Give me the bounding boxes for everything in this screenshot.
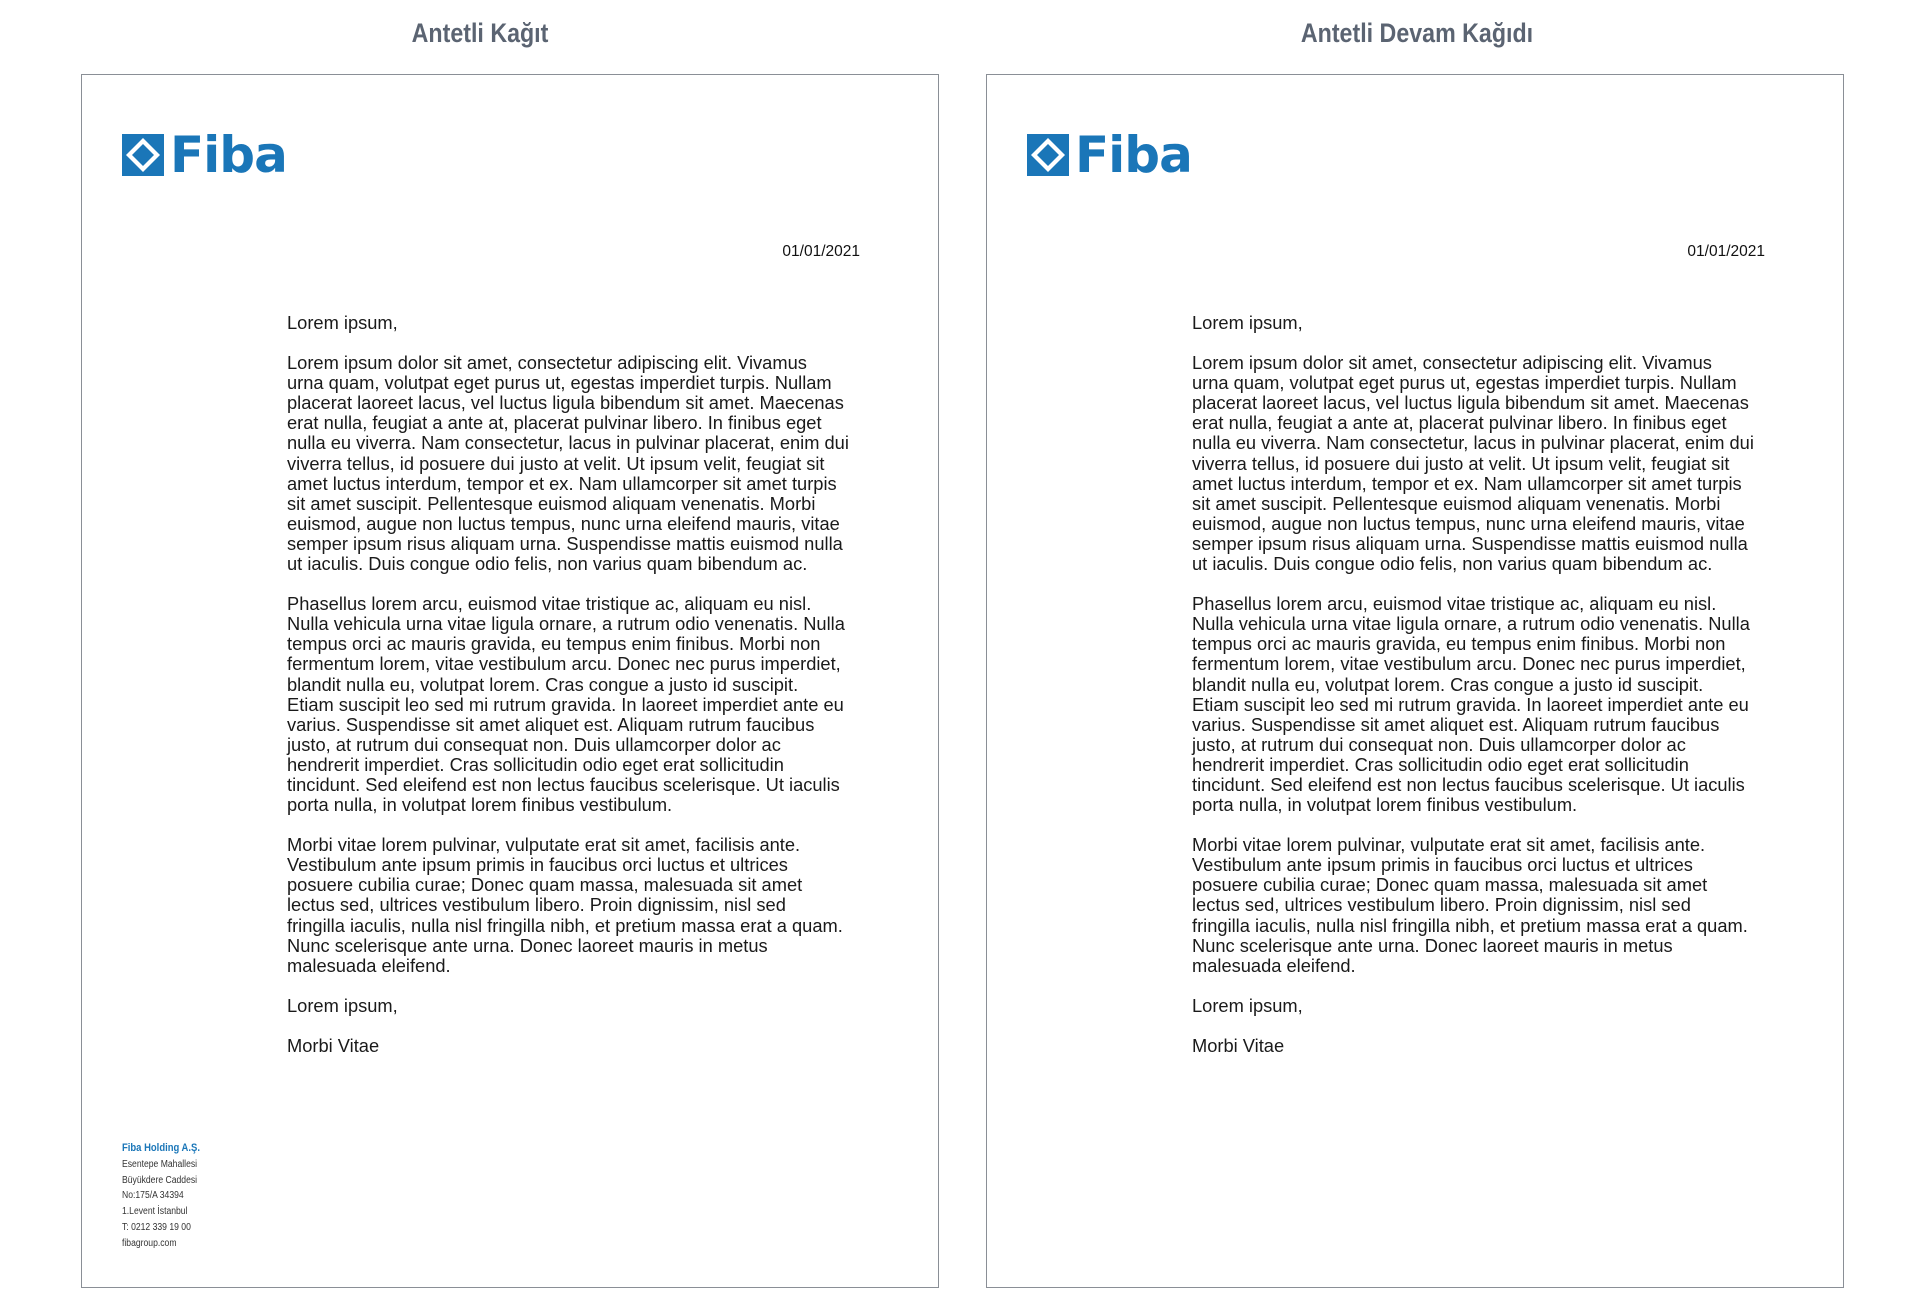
panel-title-continuation: Antetli Devam Kağıdı (1300, 18, 1534, 48)
footer-address-line: Büyükdere Caddesi (122, 1174, 198, 1186)
letter-date: 01/01/2021 (782, 243, 860, 260)
letter-paragraph: Morbi vitae lorem pulvinar, vulputate erat sit amet, facilisis ante. Vestibulum ante ipsum primis in faucibus orci luctus et ultrices posuere cubilia curae; Donec quam massa, malesuada sit amet lectus sed, ultrices vestibulum libero. Proin dignissim, nisl sed fringilla iaculis, nulla nisl fringilla nibh, et pretium massa erat a quam. Nunc scelerisque ante urna. Donec laoreet mauris in metus malesuada eleifend. (287, 834, 843, 976)
footer-phone: T: 0212 339 19 00 (122, 1221, 191, 1233)
footer-address-line: No:175/A 34394 (122, 1190, 184, 1202)
letter-paragraph: Lorem ipsum dolor sit amet, consectetur adipiscing elit. Vivamus urna quam, volutpat eget purus ut, egestas imperdiet turpis. Nullam placerat laoreet lacus, vel luctus ligula bibendum sit amet. Maecenas erat nulla, feugiat a ante at, placerat pulvinar libero. In finibus eget nulla eu viverra. Nam consectetur, lacus in pulvinar placerat, enim dui viverra tellus, id posuere dui justo at velit. Ut ipsum velit, feugiat sit amet luctus interdum, tempor et ex. Nam ullamcorper sit amet turpis sit amet suscipit. Pellentesque euismod aliquam venenatis. Morbi euismod, augue non luctus tempus, nunc urna eleifend mauris, vitae semper ipsum risus aliquam urna. Suspendisse mattis euismod nulla ut iaculis. Duis congue odio felis, non varius quam bibendum ac. (287, 352, 849, 575)
fiba-diamond-icon (1027, 134, 1069, 176)
footer-address-line: Esentepe Mahallesi (122, 1158, 198, 1170)
letter-greeting: Lorem ipsum, (1192, 312, 1303, 333)
letter-closing: Lorem ipsum, (1192, 994, 1303, 1016)
letter-body (287, 313, 887, 1076)
logo-wordmark: Fiba (170, 126, 287, 184)
continuation-sheet (986, 74, 1844, 1288)
footer-address-line: 1.Levent İstanbul (122, 1206, 188, 1218)
footer-company: Fiba Holding A.Ş. (122, 1142, 200, 1154)
letter-greeting: Lorem ipsum, (287, 312, 398, 333)
letter-paragraph: Phasellus lorem arcu, euismod vitae tristique ac, aliquam eu nisl. Nulla vehicula urna vitae ligula ornare, a rutrum odio venenatis. Nulla tempus orci ac mauris gravida, eu tempus enim finibus. Morbi non fermentum lorem, vitae vestibulum arcu. Donec nec purus imperdiet, blandit nulla eu, volutpat lorem. Cras congue a justo id suscipit. Etiam suscipit leo sed mi rutrum gravida. In laoreet imperdiet ante eu varius. Suspendisse sit amet aliquet est. Aliquam rutrum faucibus justo, at rutrum dui consequat non. Duis ullamcorper dolor ac hendrerit imperdiet. Cras sollicitudin odio eget erat sollicitudin tincidunt. Sed eleifend est non lectus faucibus scelerisque. Ut iaculis porta nulla, in volutpat lorem finibus vestibulum. (287, 593, 845, 816)
fiba-logo (122, 126, 287, 184)
letter-paragraph: Morbi vitae lorem pulvinar, vulputate erat sit amet, facilisis ante. Vestibulum ante ipsum primis in faucibus orci luctus et ultrices posuere cubilia curae; Donec quam massa, malesuada sit amet lectus sed, ultrices vestibulum libero. Proin dignissim, nisl sed fringilla iaculis, nulla nisl fringilla nibh, et pretium massa erat a quam. Nunc scelerisque ante urna. Donec laoreet mauris in metus malesuada eleifend. (1192, 834, 1748, 976)
letter-signature: Morbi Vitae (1192, 1034, 1285, 1056)
letterhead-footer (122, 1141, 200, 1252)
letter-paragraph: Phasellus lorem arcu, euismod vitae tristique ac, aliquam eu nisl. Nulla vehicula urna vitae ligula ornare, a rutrum odio venenatis. Nulla tempus orci ac mauris gravida, eu tempus enim finibus. Morbi non fermentum lorem, vitae vestibulum arcu. Donec nec purus imperdiet, blandit nulla eu, volutpat lorem. Cras congue a justo id suscipit. Etiam suscipit leo sed mi rutrum gravida. In laoreet imperdiet ante eu varius. Suspendisse sit amet aliquet est. Aliquam rutrum faucibus justo, at rutrum dui consequat non. Duis ullamcorper dolor ac hendrerit imperdiet. Cras sollicitudin odio eget erat sollicitudin tincidunt. Sed eleifend est non lectus faucibus scelerisque. Ut iaculis porta nulla, in volutpat lorem finibus vestibulum. (1192, 593, 1750, 816)
letter-paragraph: Lorem ipsum dolor sit amet, consectetur adipiscing elit. Vivamus urna quam, volutpat eget purus ut, egestas imperdiet turpis. Nullam placerat laoreet lacus, vel luctus ligula bibendum sit amet. Maecenas erat nulla, feugiat a ante at, placerat pulvinar libero. In finibus eget nulla eu viverra. Nam consectetur, lacus in pulvinar placerat, enim dui viverra tellus, id posuere dui justo at velit. Ut ipsum velit, feugiat sit amet luctus interdum, tempor et ex. Nam ullamcorper sit amet turpis sit amet suscipit. Pellentesque euismod aliquam venenatis. Morbi euismod, augue non luctus tempus, nunc urna eleifend mauris, vitae semper ipsum risus aliquam urna. Suspendisse mattis euismod nulla ut iaculis. Duis congue odio felis, non varius quam bibendum ac. (1192, 352, 1754, 575)
footer-website: fibagroup.com (122, 1237, 177, 1249)
letter-body (1192, 313, 1792, 1076)
letter-closing: Lorem ipsum, (287, 994, 398, 1016)
letter-date: 01/01/2021 (1687, 243, 1765, 260)
fiba-diamond-icon (122, 134, 164, 176)
panel-title-letterhead: Antetli Kağıt (411, 18, 549, 48)
fiba-logo (1027, 126, 1192, 184)
letterhead-sheet (81, 74, 939, 1288)
letter-signature: Morbi Vitae (287, 1034, 380, 1056)
logo-wordmark: Fiba (1075, 126, 1192, 184)
